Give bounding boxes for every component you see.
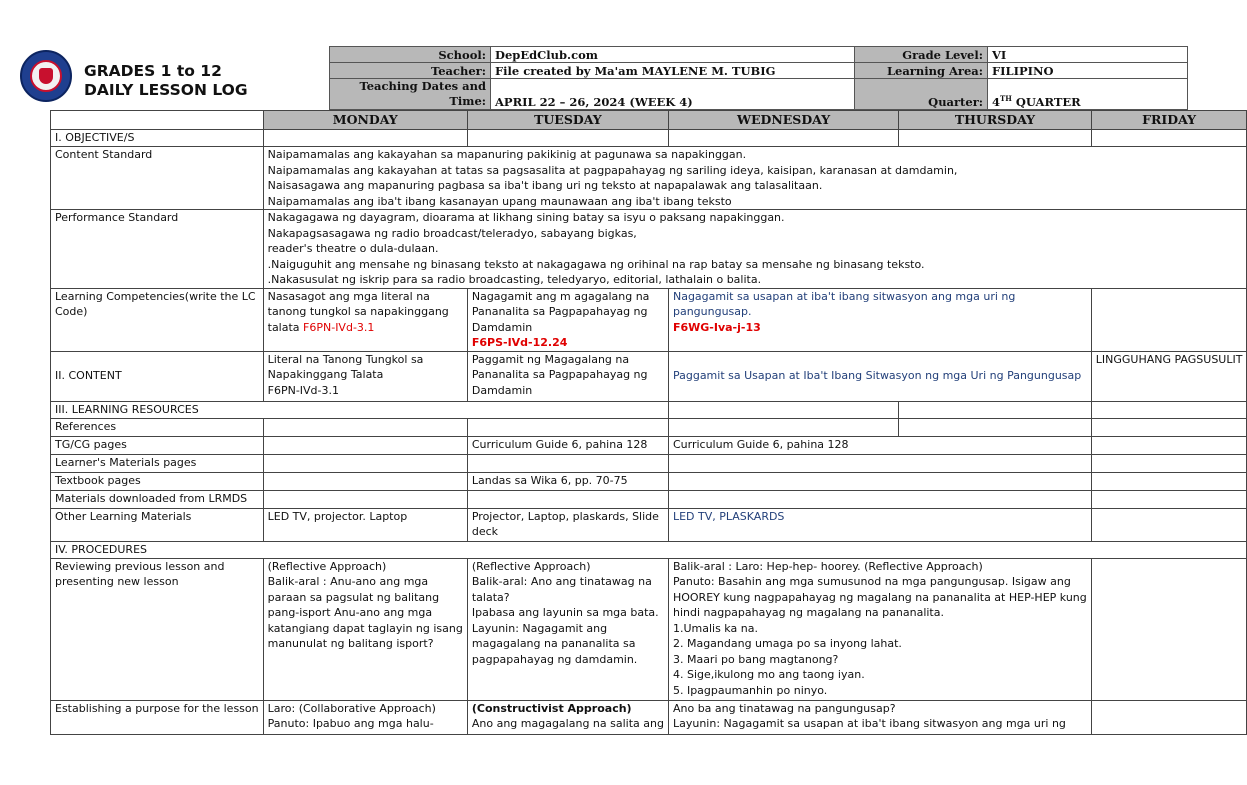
day-header-row — [51, 111, 1247, 130]
lc-code-monday: F6PN-IVd-3.1 — [303, 320, 375, 334]
lc-code-tuesday: F6PS-IVd-12.24 — [471, 336, 568, 349]
learning-area-value: FILIPINO — [988, 63, 1188, 79]
review-tuesday: (Reflective Approach) Balik-aral: Ano ang tinatawag na talata? Ipabasa ang layunin sa mga bata. Layunin: Nagagamit ang magagalang na pananalita sa pagpapahayag ng damdamin. — [467, 558, 668, 700]
grade-level-label: Grade Level: — [855, 47, 988, 63]
lc-code-wednesday: F6WG-Iva-j-13 — [672, 320, 761, 334]
purpose-tuesday: (Constructivist Approach) Ano ang magagalang na salita ang — [467, 700, 668, 734]
competency-monday: Nasasagot ang mga literal na tanong tungkol sa napakinggang talata F6PN-IVd-3.1 — [263, 288, 467, 351]
objectives-row — [51, 130, 1247, 147]
other-materials-monday: LED TV, projector. Laptop — [263, 508, 467, 541]
references-row — [51, 418, 1247, 436]
competency-friday — [1091, 288, 1247, 351]
school-value: DepEdClub.com — [491, 47, 855, 63]
tg-cg-tuesday: Curriculum Guide 6, pahina 128 — [467, 436, 668, 454]
objectives-label: I. OBJECTIVE/S — [51, 130, 264, 147]
purpose-wednesday: Ano ba ang tinatawag na pangungusap? Layunin: Nagagamit sa usapan at iba't ibang sitwasyon ang mga uri ng — [668, 700, 1091, 734]
content-standard-label: Content Standard — [51, 147, 264, 210]
establishing-purpose-label: Establishing a purpose for the lesson — [51, 700, 264, 734]
performance-standard-row — [51, 210, 1247, 289]
learning-area-label: Learning Area: — [855, 63, 988, 79]
tg-cg-pages-label: TG/CG pages — [51, 436, 264, 454]
learners-materials-label: Learner's Materials pages — [51, 454, 264, 472]
day-thursday: THURSDAY — [899, 111, 1092, 130]
other-materials-label: Other Learning Materials — [51, 508, 264, 541]
content-row — [51, 351, 1247, 401]
other-materials-wednesday: LED TV, PLASKARDS — [668, 508, 1091, 541]
learning-resources-row — [51, 401, 1247, 418]
textbook-pages-row — [51, 472, 1247, 490]
content-standard-row — [51, 147, 1247, 210]
content-tuesday: Paggamit ng Magagalang na Pananalita sa Pagpapahayag ng Damdamin — [467, 351, 668, 401]
establishing-purpose-row — [51, 700, 1247, 734]
day-wednesday: WEDNESDAY — [668, 111, 898, 130]
content-wednesday: Paggamit sa Usapan at Iba't Ibang Sitwasyon ng mga Uri ng Pangungusap — [668, 351, 1091, 401]
lrmds-label: Materials downloaded from LRMDS — [51, 490, 264, 508]
quarter-value: 4TH QUARTER — [988, 79, 1188, 110]
teacher-label: Teacher: — [330, 63, 491, 79]
review-wednesday: Balik-aral : Laro: Hep-hep- hoorey. (Reflective Approach) Panuto: Basahin ang mga sumusunod na mga pangungusap. Isigaw ang HOOREY kung nagpapahayag ng magalang na pananalita at HEP-HEP kung hindi nagpapahayag ng magalang na pananalita. 1.Umalis ka na. 2. Magandang umaga po sa inyong lahat. 3. Maari po bang magtanong? 4. Sige,ikulong mo ang taong iyan. 5. Ipagpaumanhin po ninyo. — [668, 558, 1091, 700]
teaching-dates-label: Teaching Dates and Time: — [330, 79, 491, 110]
learning-competencies-row — [51, 288, 1247, 351]
day-friday: FRIDAY — [1091, 111, 1247, 130]
title-line-1: GRADES 1 to 12 — [84, 62, 222, 80]
school-label: School: — [330, 47, 491, 63]
quarter-label: Quarter: — [855, 79, 988, 110]
procedures-label: IV. PROCEDURES — [51, 541, 1247, 558]
grade-level-value: VI — [988, 47, 1188, 63]
lrmds-row — [51, 490, 1247, 508]
content-monday: Literal na Tanong Tungkol sa Napakinggang Talata F6PN-IVd-3.1 — [263, 351, 467, 401]
learning-competencies-label: Learning Competencies(write the LC Code) — [51, 288, 264, 351]
tg-cg-pages-row — [51, 436, 1247, 454]
competency-wednesday: Nagagamit sa usapan at iba't ibang sitwasyon ang mga uri ng pangungusap. F6WG-Iva-j-13 — [668, 288, 1091, 351]
day-tuesday: TUESDAY — [467, 111, 668, 130]
references-label: References — [51, 418, 264, 436]
other-materials-row — [51, 508, 1247, 541]
teaching-dates-value: APRIL 22 – 26, 2024 (WEEK 4) — [491, 79, 855, 110]
document-title — [84, 62, 248, 100]
textbook-tuesday: Landas sa Wika 6, pp. 70-75 — [467, 472, 668, 490]
procedures-row — [51, 541, 1247, 558]
performance-standard-text: Nakagagawa ng dayagram, dioarama at likhang sining batay sa isyu o paksang napakinggan. Nakapagsasagawa ng radio broadcast/teleradyo, sabayang bigkas, reader's theatre o dula-dulaan. .Naiguguhit ang mensahe ng binasang teksto at nakagagawa ng orihinal na rap batay sa mensahe ng binasang teksto. .Nakasusulat ng iskrip para sa radio broadcasting, teledyaryo, editorial, lathalain o balita. — [263, 210, 1247, 289]
tg-cg-wednesday: Curriculum Guide 6, pahina 128 — [668, 436, 1091, 454]
day-monday: MONDAY — [263, 111, 467, 130]
other-materials-tuesday: Projector, Laptop, plaskards, Slide deck — [467, 508, 668, 541]
competency-tuesday: Nagagamit ang m agagalang na Pananalita sa Pagpapahayag ng Damdamin F6PS-IVd-12.24 — [467, 288, 668, 351]
learning-resources-label: III. LEARNING RESOURCES — [51, 401, 669, 418]
content-label: II. CONTENT — [51, 351, 264, 401]
deped-seal-icon — [20, 50, 72, 102]
review-monday: (Reflective Approach) Balik-aral : Anu-ano ang mga paraan sa pagsulat ng balitang pang-isport Anu-ano ang mga katangiang dapat taglayin ng isang manunulat ng balitang isport? — [263, 558, 467, 700]
textbook-pages-label: Textbook pages — [51, 472, 264, 490]
reviewing-lesson-row — [51, 558, 1247, 700]
corner-cell — [51, 111, 264, 130]
performance-standard-label: Performance Standard — [51, 210, 264, 289]
title-line-2: DAILY LESSON LOG — [84, 81, 248, 99]
learners-materials-row — [51, 454, 1247, 472]
purpose-monday: Laro: (Collaborative Approach) Panuto: Ipabuo ang mga halu- — [263, 700, 467, 734]
content-standard-text: Naipamamalas ang kakayahan sa mapanuring pakikinig at pagunawa sa napakinggan. Naipamamalas ang kakayahan at tatas sa pagsasalita at pagpapahayag ng sariling ideya, kaisipan, karanasan at damdamin, Naisasagawa ang mapanuring pagbasa sa iba't ibang uri ng teksto at napapalawak ang talasalitaan. Naipamamalas ang iba't ibang kasanayan upang maunawaan ang iba't ibang teksto — [263, 147, 1247, 210]
teacher-value: File created by Ma'am MAYLENE M. TUBIG — [491, 63, 855, 79]
content-friday: LINGGUHANG PAGSUSULIT — [1091, 351, 1247, 401]
lesson-log-table — [50, 110, 1247, 735]
reviewing-lesson-label: Reviewing previous lesson and presenting new lesson — [51, 558, 264, 700]
header-info-table — [329, 46, 1188, 110]
